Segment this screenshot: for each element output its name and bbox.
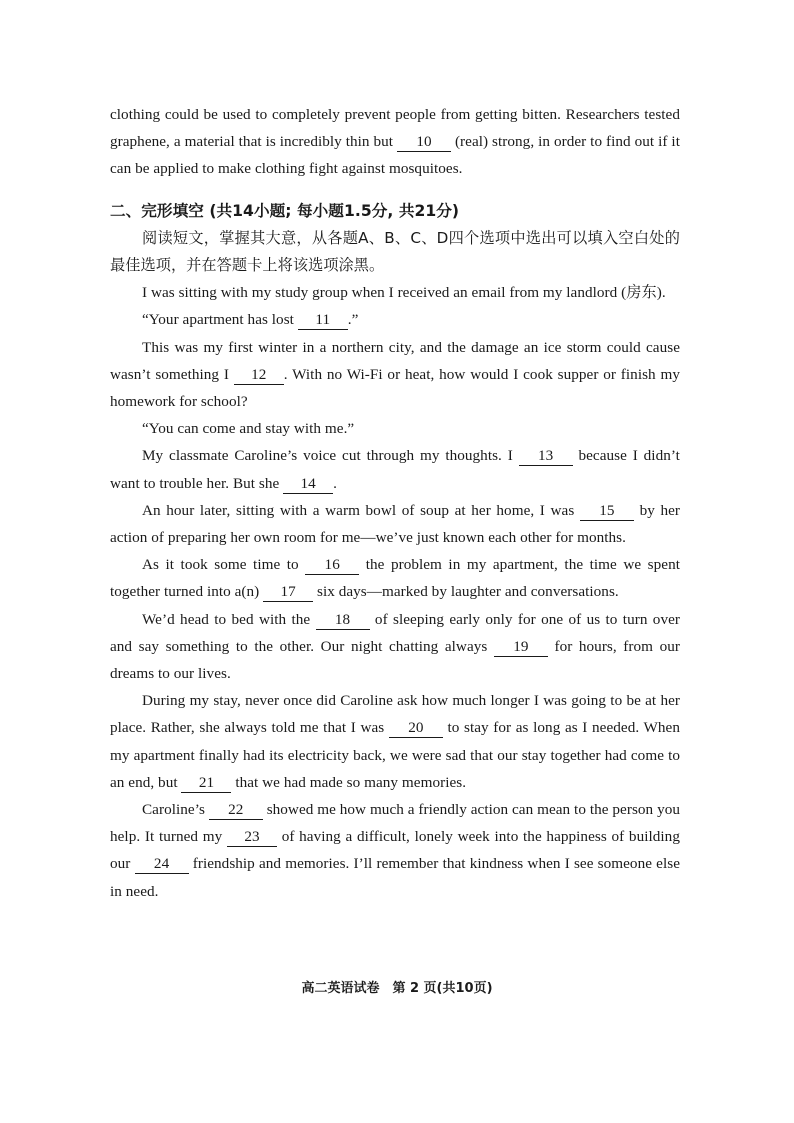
story-paragraph-5: My classmate Caroline’s voice cut through my thoughts. I 13 because I didn’t want to trouble her. But she 14 . xyxy=(110,447,680,492)
blank-11: 11 xyxy=(298,311,348,330)
blank-21: 21 xyxy=(181,774,231,793)
blank-16: 16 xyxy=(305,556,359,575)
blank-24: 24 xyxy=(135,855,189,874)
story-paragraph-9: During my stay, never once did Caroline ask how much longer I was going to be at her place. Rather, she always told me that I was 20 to stay for as long as I needed. When my apartment finally had its electricity back, we were sad that our stay together had come to an end, but 21 that we had made so many memories. xyxy=(110,692,680,791)
blank-12: 12 xyxy=(234,366,284,385)
story-paragraph-7: As it took some time to 16 the problem in my apartment, the time we spent together turned into a(n) 17 six days—marked by laughter and conversations. xyxy=(110,556,680,601)
blank-18: 18 xyxy=(316,611,370,630)
section-heading: 二、完形填空 (共14小题; 每小题1.5分, 共21分) xyxy=(110,201,460,220)
blank-14: 14 xyxy=(283,475,333,494)
blank-19: 19 xyxy=(494,638,548,657)
story-paragraph-3: This was my first winter in a northern city, and the damage an ice storm could cause wasn’t something I 12 . With no Wi-Fi or heat, how would I cook supper or finish my homework for school? xyxy=(110,338,680,411)
previous-passage-ending: clothing could be used to completely prevent people from getting bitten. Researchers tested graphene, a material that is incredibly thin but 10 (real) strong, in order to find out if it can be applied to make clothing fight against mosquitoes. xyxy=(110,106,680,178)
blank-17: 17 xyxy=(263,583,313,602)
blank-20: 20 xyxy=(389,719,443,738)
blank-15: 15 xyxy=(580,502,634,521)
blank-10: 10 xyxy=(397,133,451,152)
page-footer: 高二英语试卷 第 2 页(共10页) xyxy=(301,981,493,996)
blank-22: 22 xyxy=(209,801,263,820)
story-paragraph-2: “Your apartment has lost 11 .” xyxy=(142,311,359,329)
page-content xyxy=(110,101,680,905)
story-paragraph-6: An hour later, sitting with a warm bowl of soup at her home, I was 15 by her action of preparing her own room for me—we’ve just known each other for months. xyxy=(110,501,681,547)
section-instructions: 阅读短文，掌握其大意，从各题A、B、C、D四个选项中选出可以填入空白处的最佳选项，并在答题卡上将该选项涂黑。 xyxy=(110,228,680,275)
story-paragraph-1: I was sitting with my study group when I received an email from my landlord (房东). xyxy=(142,284,666,302)
blank-23: 23 xyxy=(227,828,277,847)
story-paragraph-10: Caroline’s 22 showed me how much a friendly action can mean to the person you help. It turned my 23 of having a difficult, lonely week into the happiness of building our 24 friendship and memories. I’ll remember that kindness when I see someone else in need. xyxy=(110,801,680,900)
blank-13: 13 xyxy=(519,447,573,466)
story-paragraph-4: “You can come and stay with me.” xyxy=(142,420,355,438)
story-paragraph-8: We’d head to bed with the 18 of sleeping early only for one of us to turn over and say something to the other. Our night chatting always 19 for hours, from our dreams to our lives. xyxy=(110,610,680,683)
